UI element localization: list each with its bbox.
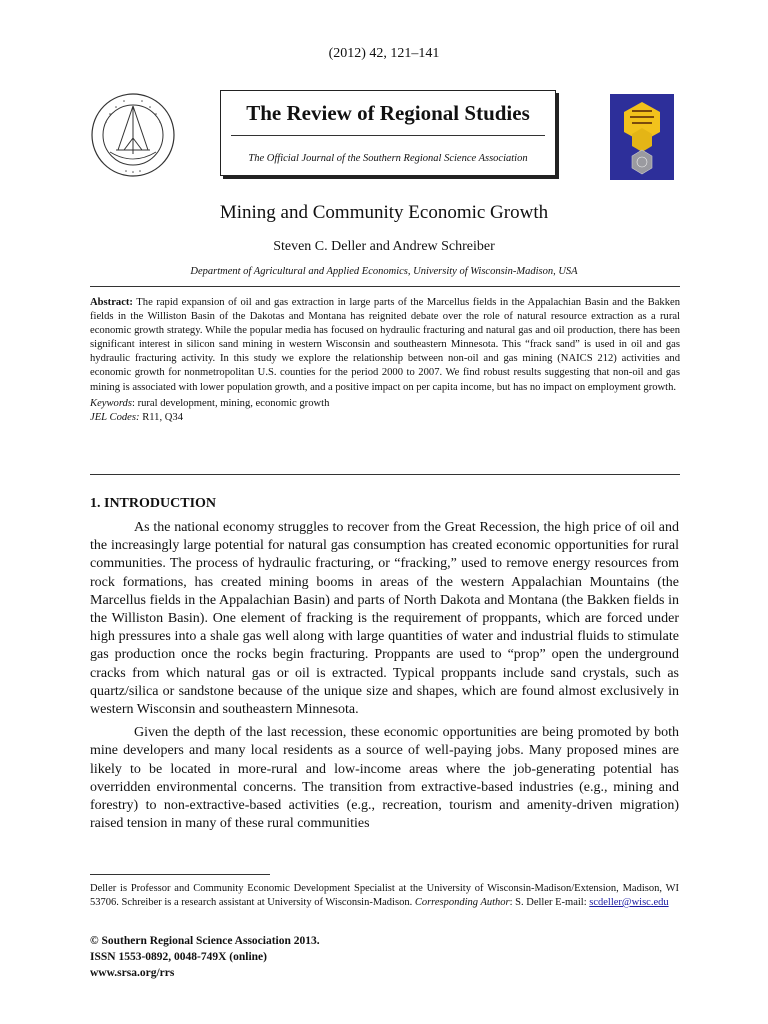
jel-label: JEL Codes: (90, 411, 140, 423)
journal-header (220, 90, 556, 176)
footnote-text: Deller is Professor and Community Economic Development Specialist at the University of Wisconsin-Madison/Extension, Madison, WI 53706. Schreiber is a research assistant at University of Wisconsin-Madison. (90, 883, 679, 908)
citation: (2012) 42, 121–141 (328, 46, 440, 61)
journal-subtitle: The Official Journal of the Southern Regional Science Association (248, 153, 528, 164)
footnote (90, 882, 679, 910)
abstract (90, 296, 680, 425)
copyright: © Southern Regional Science Association 2013. (90, 935, 320, 947)
abstract-top-rule (90, 286, 680, 287)
section-heading: 1. INTRODUCTION (90, 496, 217, 511)
keywords: : rural development, mining, economic growth (131, 397, 330, 409)
article-affiliation: Department of Agricultural and Applied Economics, University of Wisconsin-Madison, USA (190, 266, 578, 277)
journal-title: The Review of Regional Studies (246, 101, 530, 125)
srsa-seal-icon (90, 92, 176, 178)
keywords-label: Keywords (90, 397, 132, 409)
journal-cover-icon (610, 94, 674, 180)
paragraph: As the national economy struggles to recover from the Great Recession, the high price of oil and the increasingly large potential for natural gas consumption has created economic opportunities for rural communities. The process of hydraulic fracturing, or “fracking,” used to remove energy resources from rock formations, has created mining booms in areas of the western Appalachian Mountains (the Marcellus fields in the Appalachian Basin) and parts of North Dakota and Montana (the Bakken fields in the Williston Basin). One element of fracking is the requirement of proppants, which are forced under high pressures into a shale gas well along with large quantities of water and industrial fluids to stimulate gas production once the rocks begin fracturing. Proppants are used to “prop” open the underground cracks from which natural gas or oil is extracted. Typical proppants include sand crystals, such as quartz/silica or sandstone because of the unique size and shapes, which are found almost exclusively in western Wisconsin and southeastern Minnesota. (90, 520, 679, 718)
footnote-text-2: : S. Deller E-mail: (509, 897, 590, 908)
journal-url: www.srsa.org/rrs (90, 967, 175, 979)
abstract-bottom-rule (90, 474, 680, 475)
jel-codes: R11, Q34 (139, 411, 184, 423)
email-link[interactable]: scdeller@wisc.edu (589, 897, 669, 908)
header-divider (231, 135, 545, 136)
corresponding-label: Corresponding Author (414, 897, 510, 908)
issn: ISSN 1553-0892, 0048-749X (online) (90, 951, 267, 963)
article-authors: Steven C. Deller and Andrew Schreiber (273, 239, 495, 254)
imprint (90, 933, 320, 981)
paragraph: Given the depth of the last recession, these economic opportunities are being promoted by both mine developers and many local residents as a source of well-paying jobs. Many proposed mines are likely to be located in more-rural and low-income areas where the job-generating potential has overridden environmental concerns. The transition from extractive-based industries (e.g., mining and forestry) to non-extractive-based activities (e.g., recreation, tourism and amenity-driven migration) raised tension in many of these rural communities (90, 725, 679, 832)
article-title: Mining and Community Economic Growth (219, 202, 549, 223)
abstract-text: The rapid expansion of oil and gas extraction in large parts of the Marcellus fields in the Appalachian Basin and the Bakken fields in the Williston Basin of the Dakotas and Montana has reignited debate over the role of natural resource extraction as a rural economic growth strategy. While the popular media has focused on hydraulic fracturing and natural gas and oil production, there has been significant interest in silicon sand mining in western Wisconsin and southeastern Minnesota. This “frack sand” is used in oil and gas hydraulic fracturing activity. In this study we explore the relationship between non-oil and gas mining (NAICS 212) activities and economic growth for nonmetropolitan U.S. counties for the period 2000 to 2007. We find robust results suggesting that non-oil and gas mining is associated with lower population growth, and a positive impact on per capita income, but has no impact on employment growth. (90, 297, 680, 393)
footnote-rule (90, 874, 270, 875)
introduction-body (90, 519, 679, 838)
abstract-label: Abstract: (90, 297, 133, 308)
